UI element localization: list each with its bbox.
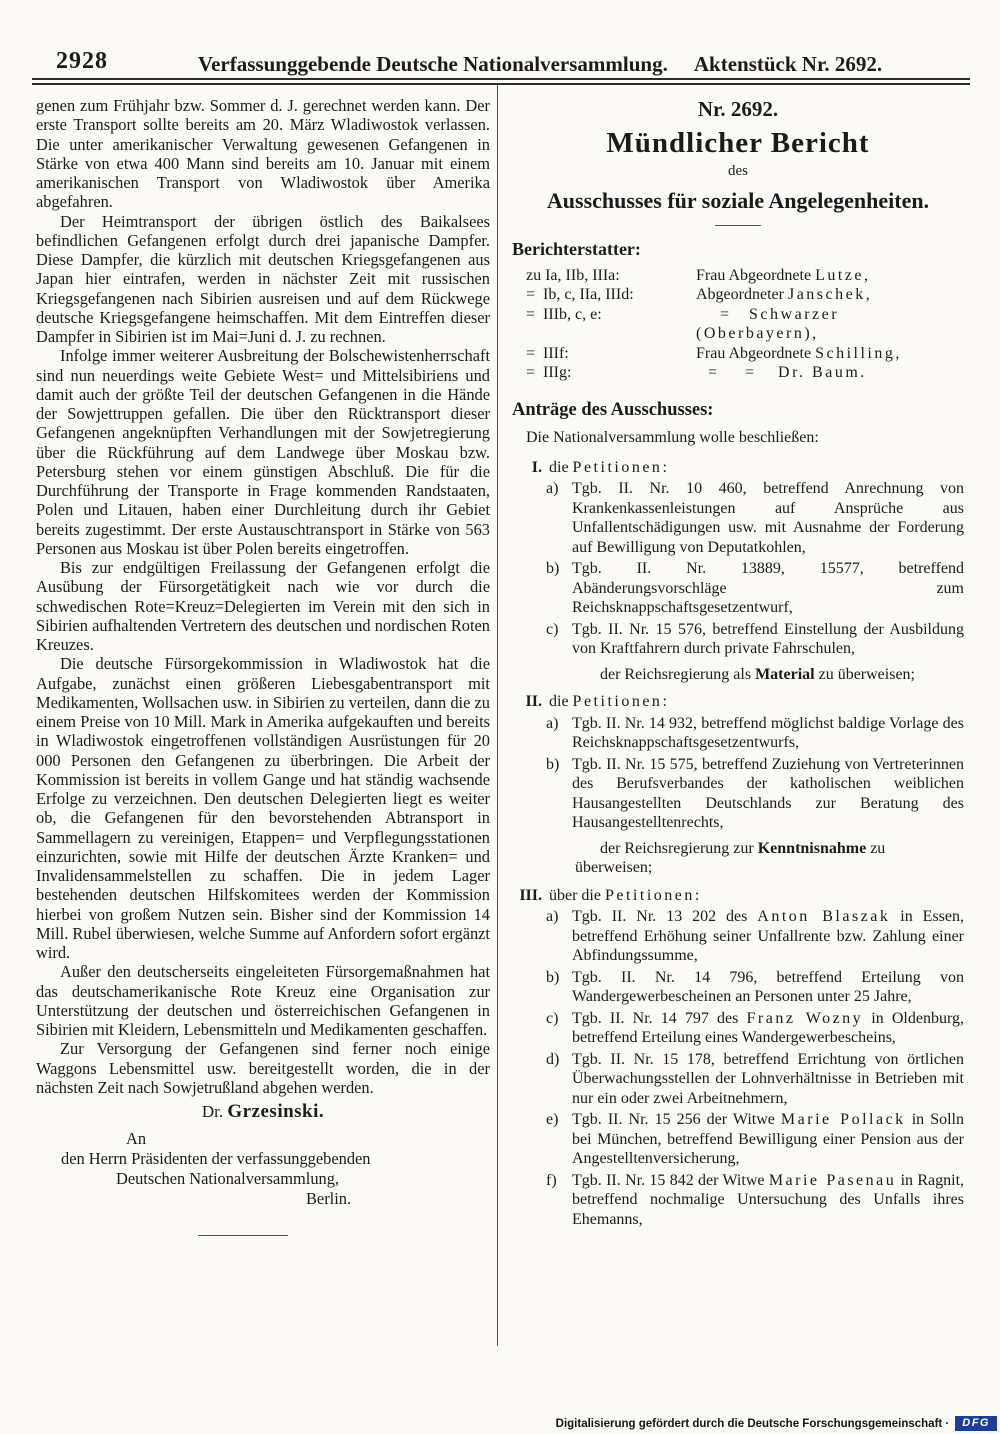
petition-item-text: [572, 907, 964, 966]
body-paragraph: Bis zur endgültigen Freilassung der Gefangenen erfolgt die Ausübung der Fürsorgetätigkeit nach wie vor durch die schwedischen Rote=Kreuz=Delegierten im Verein mit den sich in Sibirien aufhaltenden Vertretern des deutschen und nordischen Roten Kreuzes.: [36, 558, 490, 654]
petition-item: [512, 1050, 964, 1109]
petition-section-numeral: III.: [519, 886, 542, 904]
petition-item: [512, 559, 964, 618]
petition-resolution: [575, 665, 964, 685]
petition-item-text: [572, 1009, 964, 1048]
petition-item-text: [572, 479, 964, 557]
petition-section: [512, 692, 964, 878]
spaced-name: Anton Blaszak: [757, 908, 891, 925]
text-segment: in Ragnit, betreffend nochmalige Untersuchung des Unfalls ihres Ehemanns,: [572, 1171, 965, 1228]
reporter-row: [512, 305, 964, 344]
signature-prefix: Dr.: [201, 1102, 224, 1121]
body-paragraph: Infolge immer weiterer Ausbreitung der Bolschewistenherrschaft sind nun neuerdings weite Gebiete West= und Mittelsibiriens und damit auch der größte Teil der deutschen Gefangenen in die Hände der Sowjettruppen gefallen. Die über den Rücktransport dieser Gefangenen angeknüpften Verhandlungen mit der Sowjetregierung über die Rückführung auf dem Landwege über Moskau bzw. Petersburg stehen vor einem günstigen Abschluß. Die für die Durchführung der Transporte in Frage kommenden Randstaaten, Polen und Litauen, haben einer Durchleitung durch ihr Gebiet bereits zugestimmt. Der erste Austauschtransport in Stärke von 563 Personen aus Moskau ist über Polen bereits eingetroffen.: [36, 346, 490, 558]
report-subtitle-des: des: [728, 163, 748, 179]
reporter-title-prefix: Frau Abgeordnete: [696, 266, 816, 284]
spaced-name: Petitionen: [604, 886, 695, 904]
body-paragraph: Außer den deutscherseits eingeleiteten Fürsorgemaßnahmen hat das deutschamerikanische Rote Kreuz eine Organisation zur Unterstützung der deutschen und österreichischen Gefangenen in Sibirien mit Kleidern, Lebensmitteln und Medikamenten geschaffen.: [36, 962, 490, 1039]
spaced-name: Petitionen: [572, 693, 663, 710]
petition-item-text: [572, 559, 964, 618]
petition-section: [512, 886, 964, 1230]
spaced-name: Franz Wozny: [746, 1009, 864, 1027]
address-block: [36, 1129, 490, 1209]
address-line: Deutschen Nationalversammlung,: [116, 1169, 340, 1189]
reporter-name-cell: [696, 305, 964, 344]
reporter-name-cell: [696, 266, 964, 286]
running-head: [150, 52, 930, 77]
petition-item: [512, 1110, 964, 1169]
petition-item-label: b): [546, 968, 560, 986]
text-segment: :: [694, 886, 700, 904]
petition-item: [512, 968, 964, 1007]
text-segment: in Essen, betreffend Erhöhung seiner Unfallrente bzw. Zahlung einer Abfindungssumme,: [572, 908, 964, 964]
petition-item: [512, 755, 964, 833]
reporter-sections-label: zu Ia, IIb, IIIa:: [526, 266, 620, 284]
text-segment: Tgb. II. Nr. 15 842 der Witwe: [572, 1171, 769, 1189]
petition-item: [512, 907, 964, 966]
text-segment: Tgb. II. Nr. 14 932, betreffend möglichst baldige Vorlage des Reichsknappschaftsgesetzentwurfs,: [572, 714, 964, 751]
text-segment: der Reichsregierung zur: [600, 839, 758, 857]
petition-item: [512, 1009, 964, 1048]
dfg-logo: DFG: [955, 1416, 997, 1431]
text-segment: die: [549, 458, 573, 476]
body-paragraph: Zur Versorgung der Gefangenen sind ferner noch einige Waggons Lebensmittel usw. bereitgestellt worden, die in der nächsten Zeit nach Sowjetrußland abgehen werden.: [36, 1039, 490, 1097]
heading-rule: [715, 225, 761, 226]
spaced-name: Petitionen: [572, 458, 663, 476]
reporter-sections-label: = IIIb, c, e:: [526, 305, 602, 323]
petition-item-text: [572, 968, 964, 1007]
reporter-name-cell: [696, 363, 964, 383]
running-head-aktenstueck: Aktenstück Nr. 2692.: [693, 52, 883, 76]
petition-item-label: c): [546, 620, 559, 638]
text-segment: :: [662, 458, 667, 476]
reporter-name-cell: [696, 344, 964, 364]
reporter-row: [512, 344, 964, 364]
petition-item: [512, 479, 964, 557]
reporter-name: Schwarzer (Oberbayern),: [696, 305, 840, 342]
petition-section-head: [512, 886, 964, 906]
petition-section-head: [512, 458, 964, 478]
berichterstatter-rows: [512, 266, 964, 383]
petition-item-label: a): [546, 714, 559, 732]
antraege-intro: Die Nationalversammlung wolle beschließen:: [526, 429, 819, 446]
page-number: 2928: [56, 48, 108, 74]
running-head-title: Verfassunggebende Deutsche Nationalversammlung.: [197, 52, 668, 76]
reporter-name: Janschek,: [787, 286, 873, 303]
emphasis-text: Kenntnisnahme: [757, 839, 867, 857]
petition-section-title: [549, 886, 964, 906]
antraege-heading: Anträge des Ausschusses:: [512, 399, 714, 420]
digitization-credit: Digitalisierung gefördert durch die Deutsche Forschungsgemeinschaft ·: [555, 1417, 950, 1430]
body-paragraph: Der Heimtransport der übrigen östlich des Baikalsees befindlichen Gefangenen erfolgt durch drei japanische Dampfer. Diese Dampfer, die kürzlich mit deutschen Kriegsgefangenen aus Japan hier eintrafen, werden in nächster Zeit mit russischen Kriegsgefangenen nach Sibirien ausreisen und auf dem Rückwege deutsche Kriegsgefangene heimschaffen. Mit dem Eintreffen dieser Dampfer in Sibirien ist im Mai=Juni d. J. zu rechnen.: [36, 211, 490, 346]
body-paragraph: Die deutsche Fürsorgekommission in Wladiwostok hat die Aufgabe, zunächst einen größeren Liebesgabentransport mit Medikamenten, Wollsachen usw. in Sibirien zu verteilen, dann die zu einem Preise von 10 Mill. Mark in Amerika aufgekauften und bereits in Wladiwostok eingetroffenen vollständigen Ausrüstungen für 20 000 Personen den Gefangenen zu überbringen. Die Arbeit der Kommission ist bereits in vollem Gange und hat ständig wachsende Erfolge zu verzeichnen. Den deutschen Delegierten liegt es weiter ob, die Gefangenen für den bevorstehenden Abtransport in Sammellagern zu vereinigen, Etappen= und Verpflegungsstationen einzurichten, sowie mit Hilfe der deutschen Ärzte Kranken= und Invalidensammelstellen zu schaffen. Die in jedem Lager bestehenden deutschen Hilfskomitees werden der Kommission hierbei von großem Nutzen sein. Bisher sind der Kommission 14 Mill. Rubel überwiesen, welche Summe auf Anfordern sofort ergänzt wird.: [36, 654, 490, 962]
text-segment: in Oldenburg, betreffend Erteilung eines Wandergewerbescheins,: [572, 1009, 964, 1046]
petition-item-text: [572, 1171, 964, 1230]
petition-item-label: c): [546, 1009, 559, 1027]
petition-item-label: e): [546, 1111, 559, 1128]
petition-section-title: [549, 458, 964, 478]
text-segment: zu überweisen;: [814, 665, 915, 683]
text-segment: in Solln bei München, betreffend Bewilligung einer Pension aus der Angestelltenversicherung,: [572, 1111, 965, 1167]
petition-item: [512, 714, 964, 753]
petition-item-text: [572, 620, 964, 659]
header-double-rule: [32, 78, 970, 85]
reporter-sections-label: = IIIg:: [526, 364, 572, 381]
spaced-name: Marie Pollack: [780, 1111, 906, 1128]
petition-item-label: a): [546, 908, 559, 925]
reporter-title-prefix: =: [696, 305, 750, 323]
petition-item: [512, 620, 964, 659]
text-segment: Tgb. II. Nr. 15 576, betreffend Einstellung der Ausbildung von Kraftfahrern durch private Fahrschulen,: [572, 620, 964, 657]
reporter-sections-label: = IIIf:: [526, 344, 569, 362]
petition-item-text: [572, 1110, 964, 1169]
left-column-paragraphs: [36, 96, 490, 1097]
spaced-name: Marie Pasenau: [768, 1171, 897, 1189]
petition-item-text: [572, 714, 964, 753]
antraege-sections: [512, 458, 964, 1230]
text-segment: der Reichsregierung als: [600, 665, 756, 683]
body-paragraph: genen zum Frühjahr bzw. Sommer d. J. gerechnet werden kann. Der erste Transport sollte bereits am 20. März Wladiwostok verlassen. Die unter amerikanischer Verwaltung gewesenen Gefangenen in Stärke von etwa 400 Mann sind bereits am 10. Januar mit einem amerikanischen Transport von Wladiwostok über Amerika abgefahren.: [36, 96, 490, 212]
text-segment: Tgb. II. Nr. 13 202 des: [572, 908, 758, 925]
petition-item: [512, 1171, 964, 1230]
reporter-name: Schilling,: [815, 344, 902, 362]
committee-title: Ausschusses für soziale Angelegenheiten.: [546, 187, 930, 213]
report-title: Mündlicher Bericht: [606, 126, 870, 159]
berichterstatter-heading: Berichterstatter:: [512, 239, 641, 259]
petition-item-text: [572, 1050, 964, 1109]
reporter-title-prefix: = =: [696, 364, 779, 381]
text-segment: Tgb. II. Nr. 14 797 des: [572, 1009, 747, 1027]
text-segment: über die: [549, 886, 605, 904]
signature-name: Grzesinski.: [227, 1101, 325, 1122]
petition-section-numeral: II.: [525, 693, 542, 710]
reporter-sections-label: = Ib, c, IIa, IIId:: [526, 286, 634, 303]
text-segment: zu überweisen;: [575, 839, 886, 876]
signature-line: [36, 1102, 490, 1121]
emphasis-text: Material: [755, 665, 815, 683]
petition-section-head: [512, 692, 964, 712]
text-segment: Tgb. II. Nr. 13889, 15577, betreffend Abänderungsvorschläge zum Reichsknappschaftsgesetzentwurf,: [572, 560, 964, 616]
reporter-name: Lutze,: [815, 266, 871, 284]
petition-item-label: b): [546, 560, 560, 577]
report-number: Nr. 2692.: [697, 97, 779, 121]
text-segment: Tgb. II. Nr. 10 460, betreffend Anrechnung von Krankenkassenleistungen auf Ansprüche aus Unfallentschädigungen usw. mit Ausnahme der Forderung auf Bewilligung von Deputatkohlen,: [572, 480, 964, 556]
text-segment: :: [662, 693, 667, 710]
address-line: den Herrn Präsidenten der verfassunggebenden: [61, 1149, 371, 1169]
text-segment: Tgb. II. Nr. 14 796, betreffend Erteilung von Wandergewerbescheinen an Personen unter 25 Jahre,: [572, 968, 964, 1005]
reporter-row: [512, 285, 964, 305]
reporter-name-cell: [696, 285, 964, 305]
section-end-rule: [198, 1235, 288, 1236]
digitization-footer: [556, 1416, 997, 1431]
column-divider: [497, 84, 498, 1346]
petition-section-numeral: I.: [531, 458, 542, 476]
text-segment: Tgb. II. Nr. 15 575, betreffend Zuziehung von Vertreterinnen des Berufsverbandes der katholischen weiblichen Hausangestellten Deutschlands zur Beratung des Hausangestelltenrechts,: [572, 755, 964, 831]
address-line: An: [126, 1129, 147, 1149]
right-column: [512, 96, 964, 1237]
petition-item-label: b): [546, 755, 560, 773]
petition-item-text: [572, 755, 964, 833]
petition-section: [512, 458, 964, 685]
petition-item-label: f): [546, 1171, 557, 1189]
text-segment: Tgb. II. Nr. 15 256 der Witwe: [572, 1111, 781, 1128]
text-segment: Tgb. II. Nr. 15 178, betreffend Errichtung von örtlichen Überwachungsstellen der Lohnverhältnisse in Betrieben mit nur ein oder zwei Arbeitnehmern,: [572, 1050, 964, 1107]
text-segment: die: [549, 693, 573, 710]
left-column: [36, 96, 490, 1236]
reporter-title-prefix: Abgeordneter: [696, 286, 788, 303]
address-line: Berlin.: [306, 1189, 352, 1209]
reporter-row: [512, 266, 964, 286]
petition-item-label: a): [546, 480, 559, 497]
reporter-title-prefix: Frau Abgeordnete: [696, 344, 816, 362]
petition-resolution: [575, 839, 964, 878]
petition-item-label: d): [546, 1050, 560, 1068]
reporter-name: Dr. Baum.: [778, 364, 867, 381]
reporter-row: [512, 363, 964, 383]
petition-section-title: [549, 692, 964, 712]
